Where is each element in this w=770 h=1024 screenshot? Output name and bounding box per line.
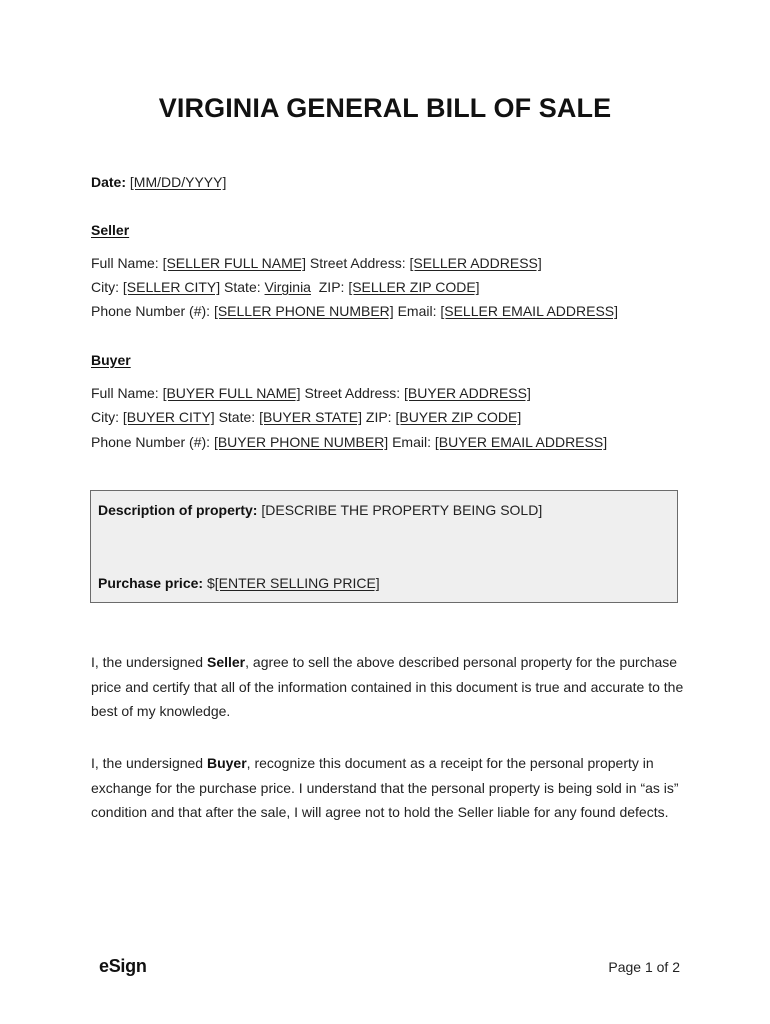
- page-number: Page 1 of 2: [608, 959, 680, 975]
- property-description-line: [98, 501, 542, 519]
- buyer-statement-post: , recognize this document as a receipt for the personal property in: [246, 755, 654, 771]
- seller-heading-line: [91, 221, 129, 239]
- buyer-name-line: [91, 384, 531, 402]
- purchase-price-value: [ENTER SELLING PRICE]: [214, 575, 380, 591]
- seller-phone-label: Phone Number (#):: [91, 303, 211, 319]
- seller-heading: Seller: [91, 222, 130, 238]
- esign-logo: eSign: [99, 956, 147, 976]
- seller-statement-pre: I, the undersigned: [91, 654, 207, 670]
- seller-phone-line: [91, 302, 618, 320]
- seller-statement-line-2: price and certify that all of the information contained in this document is true and accurate to the: [91, 678, 684, 695]
- date-line: [91, 173, 226, 191]
- property-box: [90, 490, 678, 603]
- seller-name-label: Full Name:: [91, 255, 159, 271]
- seller-street-label: Street Address:: [309, 255, 406, 271]
- seller-zip-value: [SELLER ZIP CODE]: [348, 279, 480, 295]
- buyer-phone-value: [BUYER PHONE NUMBER]: [213, 434, 389, 450]
- seller-statement: [91, 650, 691, 724]
- buyer-phone-label: Phone Number (#):: [91, 434, 211, 450]
- seller-zip-label: ZIP:: [318, 279, 345, 295]
- buyer-name-value: [BUYER FULL NAME]: [162, 385, 301, 401]
- property-description-value: [DESCRIBE THE PROPERTY BEING SOLD]: [261, 502, 543, 518]
- buyer-city-value: [BUYER CITY]: [122, 409, 215, 425]
- buyer-state-value: [BUYER STATE]: [259, 409, 363, 425]
- seller-phone-value: [SELLER PHONE NUMBER]: [213, 303, 394, 319]
- buyer-statement-line-1: [91, 751, 691, 776]
- seller-name-value: [SELLER FULL NAME]: [162, 255, 306, 271]
- seller-email-value: [SELLER EMAIL ADDRESS]: [440, 303, 619, 319]
- buyer-street-value: [BUYER ADDRESS]: [404, 385, 531, 401]
- buyer-statement-bold: Buyer: [206, 755, 247, 771]
- buyer-name-label: Full Name:: [91, 385, 159, 401]
- date-value: [MM/DD/YYYY]: [129, 174, 227, 190]
- property-description-label: Description of property:: [98, 502, 258, 518]
- seller-statement-line-1: [91, 650, 691, 675]
- buyer-street-label: Street Address:: [304, 385, 401, 401]
- seller-state-label: State:: [224, 279, 261, 295]
- document-title: VIRGINIA GENERAL BILL OF SALE: [158, 93, 612, 123]
- seller-city-value: [SELLER CITY]: [122, 279, 221, 295]
- date-label: Date:: [91, 174, 127, 190]
- seller-statement-line-3: best of my knowledge.: [91, 703, 231, 719]
- seller-statement-post: , agree to sell the above described personal property for the purchase: [245, 654, 678, 670]
- purchase-price-line: [98, 574, 380, 592]
- purchase-price-currency: $: [206, 575, 215, 591]
- buyer-statement-pre: I, the undersigned: [91, 755, 207, 771]
- buyer-city-line: [91, 408, 521, 426]
- buyer-email-label: Email:: [392, 434, 431, 450]
- seller-city-line: [91, 278, 480, 296]
- buyer-statement-line-3: condition and that after the sale, I will agree not to hold the Seller liable for any found defects.: [91, 804, 669, 820]
- purchase-price-label: Purchase price:: [98, 575, 204, 591]
- buyer-zip-value: [BUYER ZIP CODE]: [395, 409, 522, 425]
- buyer-zip-label: ZIP:: [365, 409, 392, 425]
- buyer-city-label: City:: [91, 409, 119, 425]
- seller-city-label: City:: [91, 279, 119, 295]
- seller-street-value: [SELLER ADDRESS]: [409, 255, 542, 271]
- buyer-phone-line: [91, 433, 607, 451]
- seller-email-label: Email:: [397, 303, 437, 319]
- buyer-heading-line: [91, 351, 131, 369]
- seller-state-value: Virginia: [264, 279, 311, 295]
- buyer-state-label: State:: [218, 409, 256, 425]
- buyer-heading: Buyer: [91, 352, 131, 368]
- seller-name-line: [91, 254, 542, 272]
- seller-statement-bold: Seller: [206, 654, 246, 670]
- buyer-email-value: [BUYER EMAIL ADDRESS]: [434, 434, 608, 450]
- buyer-statement: [91, 751, 691, 825]
- buyer-statement-line-2: exchange for the purchase price. I understand that the personal property is being sold in “as is”: [91, 779, 679, 796]
